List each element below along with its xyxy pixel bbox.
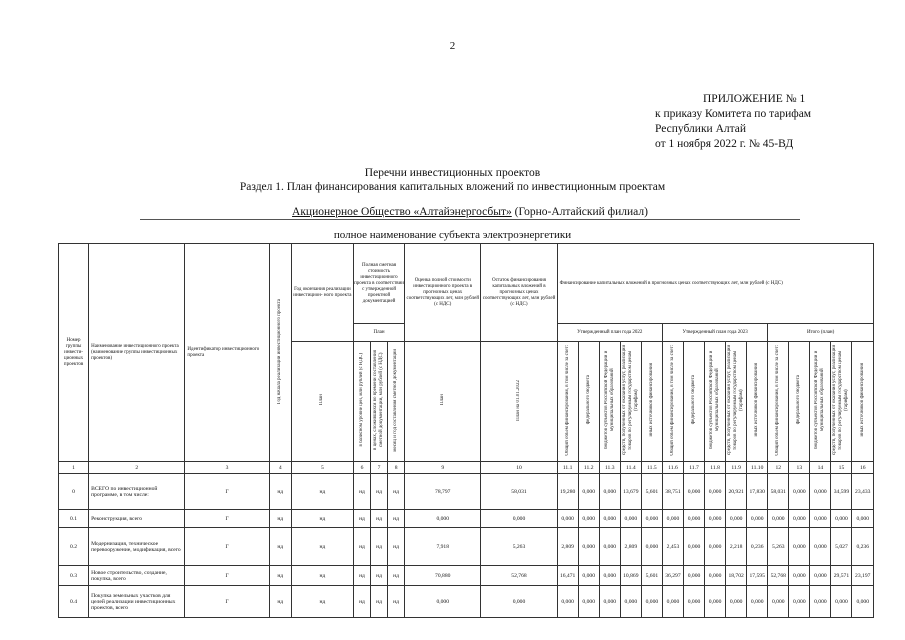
- row-value: 0,000: [599, 510, 620, 528]
- row-value: 0,236: [747, 528, 768, 566]
- column-number: 11.1: [557, 462, 578, 474]
- row-cell: нд: [388, 474, 405, 510]
- company-branch: (Горно-Алтайский филиал): [514, 206, 648, 218]
- row-value: 0,000: [810, 510, 831, 528]
- row-value: 0,000: [831, 586, 852, 618]
- header-full-cost-plan: План: [405, 342, 481, 462]
- row-value: 0,000: [705, 474, 726, 510]
- header-remaining: Остаток финансирования капитальных вложений в прогнозных ценах соответствующих лет, млн рублей (с НДС): [481, 244, 557, 342]
- row-cell: нд: [269, 528, 291, 566]
- row-value: 0,000: [662, 586, 683, 618]
- column-number: 11.3: [599, 462, 620, 474]
- row-cell: 0.1: [59, 510, 89, 528]
- row-value: 0,000: [789, 566, 810, 586]
- row-value: 0,000: [578, 528, 599, 566]
- document-title: Перечни инвестиционных проектов: [364, 167, 541, 179]
- header-src-federal: федерального бюджета: [578, 342, 599, 462]
- row-cell: 70,880: [405, 566, 481, 586]
- table-row: [59, 586, 874, 618]
- row-value: 0,000: [726, 510, 747, 528]
- column-number: 13: [789, 462, 810, 474]
- column-number: 11.7: [683, 462, 704, 474]
- row-value: 0,000: [683, 474, 704, 510]
- company-caption: полное наименование субъекта электроэнергетики: [333, 229, 572, 241]
- row-cell: нд: [388, 586, 405, 618]
- header-src-federal: федерального бюджета: [683, 342, 704, 462]
- header-estimate: Полная сметная стоимость инвестиционного проекта в соответствии с утвержденной проектной документацией: [353, 244, 404, 324]
- row-cell: нд: [269, 586, 291, 618]
- row-value: 2,218: [726, 528, 747, 566]
- section-title: Раздел 1. План финансирования капитальных вложений по инвестиционным проектам: [239, 181, 666, 193]
- row-value: 23,433: [852, 474, 874, 510]
- row-cell: нд: [388, 510, 405, 528]
- row-value: 0,000: [768, 510, 789, 528]
- appendix-title: ПРИЛОЖЕНИЕ № 1: [703, 93, 806, 105]
- row-value: 0,000: [831, 510, 852, 528]
- row-value: 0,000: [810, 528, 831, 566]
- row-value: 5,601: [641, 566, 662, 586]
- table-row: [59, 510, 874, 528]
- row-value: 10,869: [620, 566, 641, 586]
- column-number: 5: [291, 462, 353, 474]
- row-cell: нд: [353, 510, 370, 528]
- row-value: 0,000: [789, 586, 810, 618]
- column-number: 11.6: [662, 462, 683, 474]
- header-identifier: Идентификатор инвестиционного проекта: [185, 244, 269, 462]
- column-number: 7: [371, 462, 388, 474]
- row-cell: нд: [371, 586, 388, 618]
- row-value: 0,000: [810, 566, 831, 586]
- header-src-federal: федерального бюджета: [789, 342, 810, 462]
- row-cell: нд: [353, 566, 370, 586]
- header-src-other: иных источников финансирования: [852, 342, 874, 462]
- row-value: 0,000: [641, 528, 662, 566]
- row-cell: 0,000: [405, 510, 481, 528]
- row-value: 34,599: [831, 474, 852, 510]
- row-cell: нд: [269, 474, 291, 510]
- row-value: 0,000: [578, 586, 599, 618]
- row-value: 5,263: [768, 528, 789, 566]
- row-value: 0,000: [768, 586, 789, 618]
- row-value: 2,809: [557, 528, 578, 566]
- row-value: 2,453: [662, 528, 683, 566]
- table-row: [59, 528, 874, 566]
- row-name: ВСЕГО по инвестиционной программе, в том числе:: [89, 474, 185, 510]
- row-value: 0,000: [683, 586, 704, 618]
- row-cell: 0,000: [481, 510, 557, 528]
- header-end-year: Год окончания реализации инвестицион- ного проекта: [291, 244, 353, 342]
- row-value: 0,236: [852, 528, 874, 566]
- header-estimate-total: в базисном уровне цен, млн рублей (с НДС): [353, 342, 370, 462]
- column-number: 11.5: [641, 462, 662, 474]
- row-cell: нд: [291, 510, 353, 528]
- row-cell: 0.3: [59, 566, 89, 586]
- row-value: 58,031: [768, 474, 789, 510]
- column-number: 1: [59, 462, 89, 474]
- row-value: 0,000: [683, 566, 704, 586]
- row-value: 20,921: [726, 474, 747, 510]
- row-value: 0,000: [789, 474, 810, 510]
- header-estimate-base: в ценах, сложившихся во времени составления сметной документации, млн рублей (с НДС): [371, 342, 388, 462]
- row-value: 0,000: [705, 566, 726, 586]
- header-group-number: Номер группы инвести- ционных проектов: [59, 244, 89, 462]
- row-name: Покупка земельных участков для целей реализации инвестиционных проектов, всего: [89, 586, 185, 618]
- row-value: 5,027: [831, 528, 852, 566]
- row-value: 0,000: [747, 586, 768, 618]
- row-cell: 58,031: [481, 474, 557, 510]
- row-value: 0,000: [641, 586, 662, 618]
- row-value: 0,000: [557, 510, 578, 528]
- row-value: 23,197: [852, 566, 874, 586]
- investment-table: [58, 243, 874, 618]
- header-src-total: Общий объем финансирования, в том числе за счет:: [662, 342, 683, 462]
- header-total: Итого (план): [768, 324, 874, 342]
- company-line: [140, 206, 800, 220]
- row-cell: 0.2: [59, 528, 89, 566]
- row-cell: нд: [291, 586, 353, 618]
- row-value: 38,751: [662, 474, 683, 510]
- row-cell: 7,918: [405, 528, 481, 566]
- table-row: [59, 474, 874, 510]
- column-number: 4: [269, 462, 291, 474]
- row-value: 0,000: [705, 510, 726, 528]
- row-value: 0,000: [747, 510, 768, 528]
- row-value: 0,000: [683, 528, 704, 566]
- row-value: 0,000: [683, 510, 704, 528]
- column-number: 11.8: [705, 462, 726, 474]
- row-value: 0,000: [789, 510, 810, 528]
- column-number: 11.10: [747, 462, 768, 474]
- row-cell: 0: [59, 474, 89, 510]
- row-cell: 0.4: [59, 586, 89, 618]
- column-number: 11.4: [620, 462, 641, 474]
- column-number: 10: [481, 462, 557, 474]
- row-cell: нд: [371, 566, 388, 586]
- header-project-name: Наименование инвестиционного проекта (наименование группы инвестиционных проектов): [89, 244, 185, 462]
- appendix-line: от 1 ноября 2022 г. № 45-ВД: [655, 138, 794, 150]
- appendix-line: Республики Алтай: [655, 123, 747, 135]
- header-end-plan: План: [291, 342, 353, 462]
- row-value: 5,601: [641, 474, 662, 510]
- header-src-other-funds: средств, полученных от оказания услуг, реализации товаров по регулируемым государством ценам (тарифам): [620, 342, 641, 462]
- row-cell: 52,768: [481, 566, 557, 586]
- row-value: 0,000: [599, 528, 620, 566]
- row-cell: 0,000: [405, 586, 481, 618]
- column-number: 15: [831, 462, 852, 474]
- header-src-regional: бюджетов субъектов Российской Федерации и муниципальных образований: [810, 342, 831, 462]
- column-number: 11.2: [578, 462, 599, 474]
- column-number: 3: [185, 462, 269, 474]
- row-cell: нд: [371, 510, 388, 528]
- header-start-year: Год начала реализации инвестиционного проекта: [269, 244, 291, 462]
- row-cell: нд: [291, 528, 353, 566]
- header-estimate-month: месяц и год составления сметной документации: [388, 342, 405, 462]
- row-name: Реконструкция, всего: [89, 510, 185, 528]
- row-cell: нд: [371, 528, 388, 566]
- row-value: 0,000: [641, 510, 662, 528]
- row-value: 0,000: [557, 586, 578, 618]
- header-financing: Финансирование капитальных вложений в прогнозных ценах соответствующих лет, млн рублей (с НДС): [557, 244, 873, 324]
- row-value: 0,000: [578, 510, 599, 528]
- header-full-cost: Оценка полной стоимости инвестиционного проекта в прогнозных ценах соответствующих лет, млн рублей (с НДС): [405, 244, 481, 342]
- column-number: 9: [405, 462, 481, 474]
- row-value: 0,000: [599, 566, 620, 586]
- row-cell: нд: [269, 566, 291, 586]
- row-value: 0,000: [810, 474, 831, 510]
- row-value: 0,000: [578, 474, 599, 510]
- header-estimate-plan: План: [353, 324, 404, 342]
- header-src-other-funds: средств, полученных от оказания услуг, реализации товаров по регулируемым государством ценам (тарифам): [831, 342, 852, 462]
- row-value: 16,471: [557, 566, 578, 586]
- row-cell: Г: [185, 528, 269, 566]
- column-number: 12: [768, 462, 789, 474]
- row-cell: нд: [371, 474, 388, 510]
- row-value: 0,000: [578, 566, 599, 586]
- company-name: Акционерное Общество «Алтайэнергосбыт»: [292, 206, 512, 218]
- row-value: 13,679: [620, 474, 641, 510]
- row-cell: нд: [388, 566, 405, 586]
- row-value: 19,280: [557, 474, 578, 510]
- row-cell: нд: [353, 528, 370, 566]
- header-plan-2022: Утвержденный план года 2022: [557, 324, 662, 342]
- row-value: 0,000: [599, 586, 620, 618]
- row-name: Новое строительство, создание, покупка, всего: [89, 566, 185, 586]
- row-value: 29,571: [831, 566, 852, 586]
- header-src-other: иных источников финансирования: [747, 342, 768, 462]
- row-cell: нд: [388, 528, 405, 566]
- table-body: [59, 474, 874, 618]
- header-src-other-funds: средств, полученных от оказания услуг, реализации товаров по регулируемым государством ценам (тарифам): [726, 342, 747, 462]
- row-value: 18,702: [726, 566, 747, 586]
- row-cell: 78,797: [405, 474, 481, 510]
- column-number: 2: [89, 462, 185, 474]
- row-value: 52,768: [768, 566, 789, 586]
- header-remaining-plan: План на 01.01.2022: [481, 342, 557, 462]
- row-cell: Г: [185, 586, 269, 618]
- row-value: 0,000: [662, 510, 683, 528]
- column-number: 16: [852, 462, 874, 474]
- header-src-regional: бюджетов субъектов Российской Федерации и муниципальных образований: [599, 342, 620, 462]
- column-number: 8: [388, 462, 405, 474]
- row-value: 0,000: [705, 586, 726, 618]
- row-value: 17,830: [747, 474, 768, 510]
- row-cell: Г: [185, 566, 269, 586]
- row-cell: 5,263: [481, 528, 557, 566]
- appendix-line: к приказу Комитета по тарифам: [655, 108, 812, 120]
- row-value: 0,000: [726, 586, 747, 618]
- appendix-block: [655, 92, 811, 152]
- row-cell: 0,000: [481, 586, 557, 618]
- column-number: 11.9: [726, 462, 747, 474]
- page-number: 2: [449, 40, 456, 52]
- column-number: 14: [810, 462, 831, 474]
- row-value: 17,595: [747, 566, 768, 586]
- header-src-total: Общий объем финансирования, в том числе за счет:: [768, 342, 789, 462]
- row-value: 0,000: [599, 474, 620, 510]
- row-value: 0,000: [852, 586, 874, 618]
- row-value: 0,000: [852, 510, 874, 528]
- row-cell: нд: [291, 474, 353, 510]
- header-src-other: иных источников финансирования: [641, 342, 662, 462]
- row-name: Модернизация, техническое перевооружение, модификация, всего: [89, 528, 185, 566]
- row-value: 0,000: [810, 586, 831, 618]
- table-row: [59, 566, 874, 586]
- row-value: 0,000: [620, 586, 641, 618]
- row-value: 0,000: [705, 528, 726, 566]
- column-number: 6: [353, 462, 370, 474]
- header-src-total: Общий объем финансирования, в том числе за счет:: [557, 342, 578, 462]
- row-cell: нд: [269, 510, 291, 528]
- row-value: 2,809: [620, 528, 641, 566]
- column-number-row: [59, 462, 874, 474]
- row-cell: нд: [353, 474, 370, 510]
- row-value: 0,000: [620, 510, 641, 528]
- header-plan-2023: Утвержденный план года 2023: [662, 324, 767, 342]
- header-src-regional: бюджетов субъектов Российской Федерации и муниципальных образований: [705, 342, 726, 462]
- row-cell: Г: [185, 510, 269, 528]
- row-value: 0,000: [789, 528, 810, 566]
- row-cell: нд: [353, 586, 370, 618]
- row-value: 36,297: [662, 566, 683, 586]
- row-cell: нд: [291, 566, 353, 586]
- row-cell: Г: [185, 474, 269, 510]
